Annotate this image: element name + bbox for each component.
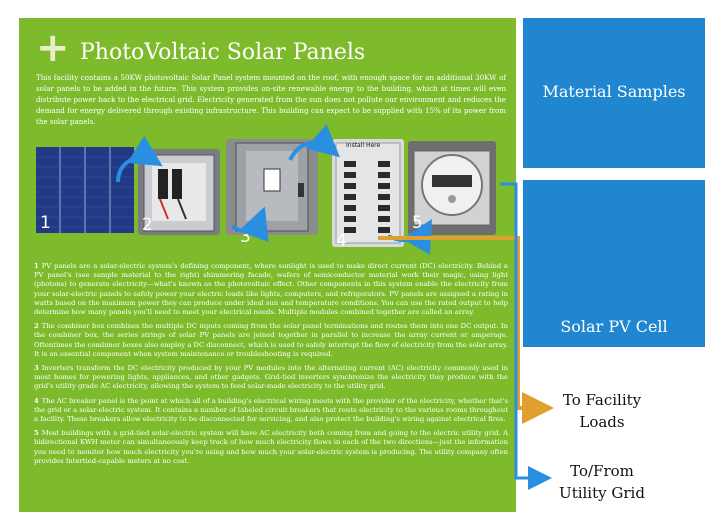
item-text: Inverters transform the DC electricity produced by your PV modules into the alternating current (AC) electricity commonly used in most homes for powering lights, appliances, and other gadgets. Grid-tied inverters synchronize the electricity they produce with the grid's utility grade AC electricity, allowing the system to feed solar-made electricity to the utility grid. <box>34 364 508 391</box>
plus-icon: + <box>36 25 70 71</box>
item-text: The combiner box combines the multiple DC inputs coming from the solar panel terminations and routes them into one DC output. In the combiner box, the series strings of solar PV panels are joined together in parallel to increase the array current or amperage. Oftentimes the combiner boxes also employ a DC disconnect, which is used to safely interrupt the flow of electricity from the solar array. It is an essential component when system maintenance or troubleshooting is required. <box>34 322 508 358</box>
flow-arrow-3-4 <box>290 143 334 160</box>
utility-grid-arrow <box>500 184 546 478</box>
install-label: Install Here <box>346 142 381 149</box>
material-samples-label: Material Samples <box>542 82 686 101</box>
item-number: 4 <box>34 396 39 405</box>
item-number: 5 <box>34 429 39 438</box>
facility-line2: Loads <box>579 413 625 431</box>
item-number: 1 <box>34 262 39 270</box>
item-number: 3 <box>34 364 39 373</box>
flow-arrow-2-3 <box>232 214 262 231</box>
flow-arrow-1-2 <box>118 158 156 182</box>
solar-pv-cell-label: Solar PV Cell <box>560 317 668 336</box>
grid-line1: To/From <box>570 462 634 480</box>
grid-line2: Utility Grid <box>559 484 645 502</box>
facility-line1: To Facility <box>562 391 642 409</box>
photo-number: 4 <box>336 231 347 251</box>
item-text: The AC breaker panel is the point at which all of a building's electrical wiring meets with the provider of the electricity, whether that's the grid or a solar-electric system. It contains a number of labeled circuit breakers that route electricity to the various rooms throughout a facility. These breakers allow electricity to be disconnected for servicing, and also protect the building's wiring against electrical fires. <box>34 396 508 424</box>
item-text: PV panels are a solar-electric system's defining component, where sunlight is used to make direct current (DC) electricity. Behind a PV panel's (see sample material to the right) shimmering facade, wafers of semiconductor material work their magic, using light (photons) to generate electricity—what's known as the photovoltaic effect. Other components in this system enable the electricity from your solar-electric panels to safely power your electric loads like lights, computers, and refrigerators. PV panels are assigned a rating in watts based on the maximum power they can produce under ideal sun and temperature conditions. You can use the rated output to help determine how many panels you'll need to meet your electrical needs. Multiple modules combined together are called an array. <box>34 262 508 317</box>
facility-loads-arrow <box>378 238 546 408</box>
photo-number: 2 <box>142 215 153 235</box>
photo-number: 5 <box>412 213 423 233</box>
photo-number: 3 <box>240 227 251 247</box>
item-number: 2 <box>34 322 39 331</box>
intro-paragraph: This facility contains a 50KW photovoltaic Solar Panel system mounted on the roof, with enough space for an additional 30KW of solar panels to be added in the future. This system provides on-site renewable energy to the building, which at times will even distribute power back to the electrical grid. Electricity generated from the sun does not pollute our environment and reduces the demand for energy delivered through existing infrastructure. This building can expect to be supplied with 15% of its power from the solar panels. <box>36 73 506 126</box>
item-text: Most buildings with a grid-tied solar-electric system will have AC electricity both coming from and going to the electric utility grid. A bidirectional KWH meter can simultaneously keep track of how much electricity flows in each of the two directions—just the information you need to monitor how much electricity you're using and how much your solar-electric system is producing. The utility company often provides Intertied-capable meters at no cost. <box>34 429 508 465</box>
photo-number: 1 <box>40 213 51 233</box>
page-title: PhotoVoltaic Solar Panels <box>80 40 366 65</box>
